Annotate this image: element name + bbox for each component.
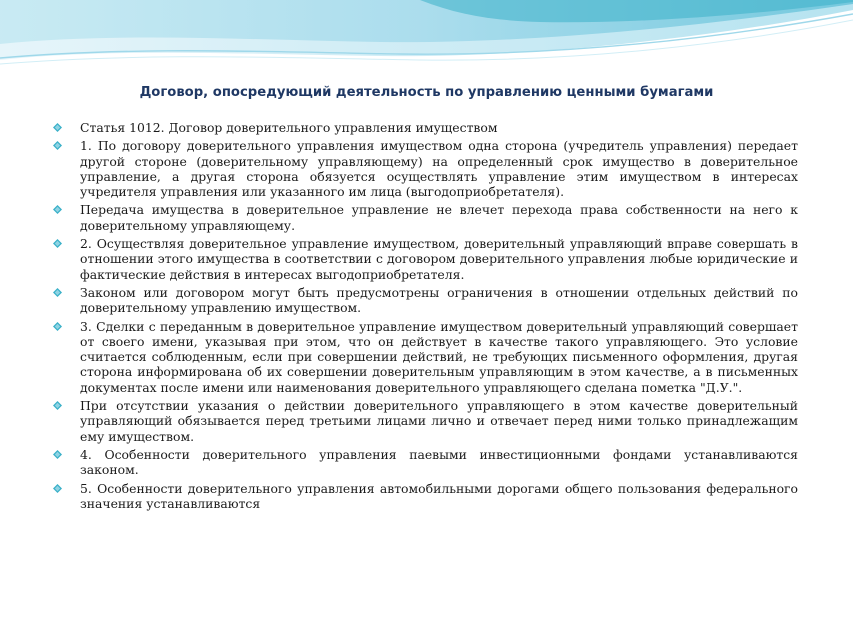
teal-diamond-icon	[53, 484, 62, 493]
list-item-text: Передача имущества в доверительное управление не влечет перехода права собственности на него к доверительному управляющему.	[80, 202, 798, 233]
list-item	[50, 120, 798, 135]
list-item	[50, 398, 798, 444]
header-wave-decoration	[0, 0, 853, 90]
teal-diamond-icon	[53, 450, 62, 459]
list-item-text: Статья 1012. Договор доверительного управления имуществом	[80, 120, 498, 135]
list-item-text: 5. Особенности доверительного управления автомобильными дорогами общего пользования федерального значения устанавливаются	[80, 480, 798, 511]
list-item-text: 3. Сделки с переданным в доверительное управление имуществом доверительный управляющий совершает от своего имени, указывая при этом, что он действует в качестве такого управляющего. Это условие считается соблюденным, если при совершении действий, не требующих письменного оформления, другая сторона информирована об их совершении доверительным управляющим в этом качестве, а в письменных документах после имени или наименования доверительного управляющего сделана пометка "Д.У.".	[80, 318, 798, 395]
list-item-text: При отсутствии указания о действии доверительного управляющего в этом качестве доверительный управляющий обязывается перед третьими лицами лично и отвечает перед ними только принадлежащим ему имуществом.	[80, 398, 798, 444]
list-item-text: 1. По договору доверительного управления имуществом одна сторона (учредитель управления) передает другой стороне (доверительному управляющему) на определенный срок имущество в доверительное управление, а другая сторона обязуется осуществлять управление этим имуществом в интересах учредителя управления или указанного им лица (выгодоприобретателя).	[80, 138, 798, 200]
list-item	[50, 285, 798, 316]
list-item	[50, 319, 798, 395]
teal-diamond-icon	[53, 205, 62, 214]
list-item-text: Законом или договором могут быть предусмотрены ограничения в отношении отдельных действий по доверительному управлению имуществом.	[80, 284, 798, 316]
list-item-text: 2. Осуществляя доверительное управление имуществом, доверительный управляющий вправе совершать в отношении этого имущества в соответствии с договором доверительного управления любые юридические и фактические действия в интересах выгодоприобретателя.	[80, 236, 798, 282]
list-item-text: 4. Особенности доверительного управления паевыми инвестиционными фондами устанавливаются законом.	[80, 446, 798, 478]
teal-diamond-icon	[53, 401, 62, 410]
teal-diamond-icon	[53, 288, 62, 297]
list-item	[50, 481, 798, 512]
bullet-list	[50, 120, 798, 514]
list-item	[50, 447, 798, 478]
slide-title: Договор, опосредующий деятельность по управлению ценными бумагами	[139, 85, 714, 100]
teal-diamond-icon	[53, 322, 62, 331]
list-item	[50, 138, 798, 199]
teal-diamond-icon	[53, 123, 62, 132]
list-item	[50, 202, 798, 233]
teal-diamond-icon	[53, 239, 62, 248]
list-item	[50, 236, 798, 282]
teal-diamond-icon	[53, 141, 62, 150]
